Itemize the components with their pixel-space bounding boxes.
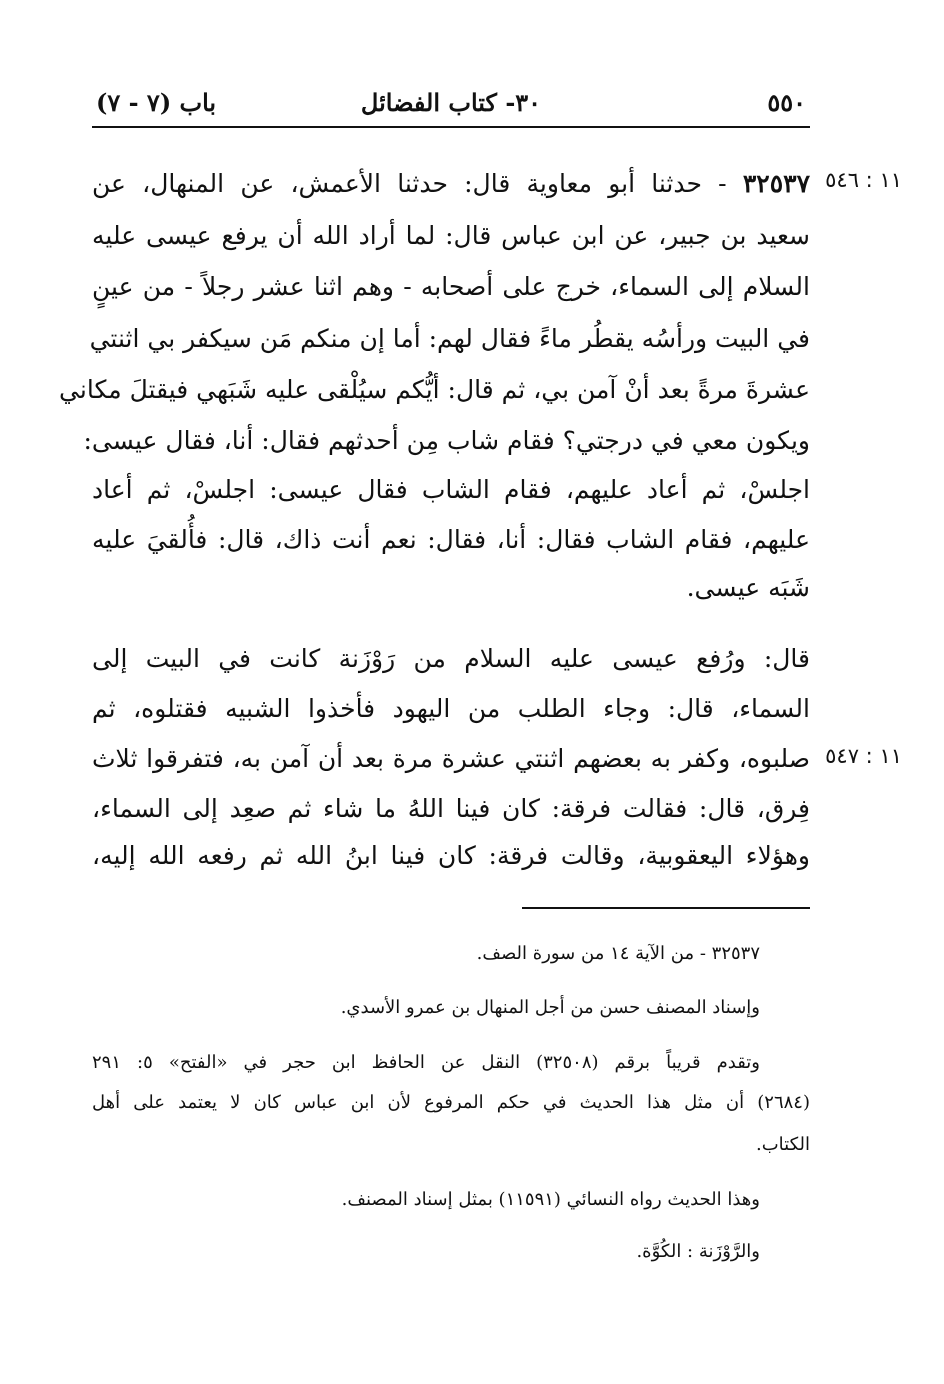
body-line: عشرةَ مرةً بعد أنْ آمن بي، ثم قال: أيُّكم سيُلْقى عليه شَبَهي فيقتلَ مكاني — [59, 375, 810, 404]
page-number: ٥٥٠ — [767, 88, 806, 117]
body-line: شَبَه عيسى. — [686, 573, 810, 602]
footnote-line: (٢٦٨٤) أن مثل هذا الحديث في حكم المرفوع لأن ابن عباس كان لا يعتمد على أهل — [92, 1092, 810, 1113]
hadith-number: ٣٢٥٣٧ — [742, 169, 810, 198]
footnote-line: وهذا الحديث رواه النسائي (١١٥٩١) بمثل إسناد المصنف. — [341, 1189, 760, 1210]
body-line: قال: ورُفع عيسى عليه السلام من رَوْزَنة كانت في البيت إلى — [92, 644, 810, 673]
footnote-line: ٣٢٥٣٧ - من الآية ١٤ من سورة الصف. — [476, 943, 760, 964]
footnote-separator — [522, 907, 810, 909]
body-line: وهؤلاء اليعقوبية، وقالت فرقة: كان فينا ابنُ الله ثم رفعه الله إليه، — [92, 841, 810, 870]
page-header — [92, 86, 810, 128]
body-line: فِرق، قال: فقالت فرقة: كان فينا اللهُ ما شاء ثم صعِد إلى السماء، — [92, 794, 810, 823]
footnote-line: والرَّوْزَنة : الكُوَّة. — [636, 1241, 760, 1262]
chapter-label: باب (٧ - ٧) — [96, 88, 217, 117]
body-line: السلام إلى السماء، خرج على أصحابه - وهم اثنا عشر رجلاً - من عينٍ — [92, 272, 810, 301]
body-line: صلبوه، وكفر به بعضهم اثنتي عشرة مرة بعد أن آمن به، فتفرقوا ثلاث — [92, 744, 810, 773]
body-line: سعيد بن جبير، عن ابن عباس قال: لما أراد الله أن يرفع عيسى عليه — [92, 221, 810, 250]
footnote-line: الكتاب. — [755, 1134, 810, 1155]
body-line: اجلسْ، ثم أعاد عليهم، فقام الشاب فقال عيسى: اجلسْ، ثم أعاد — [92, 475, 810, 504]
body-line: السماء، قال: وجاء الطلب من اليهود فأخذوا الشبيه فقتلوه، ثم — [92, 694, 810, 723]
margin-volume-reference: ١١ : ٥٤٧ — [825, 744, 902, 768]
body-line: ويكون معي في درجتي؟ فقام شاب مِن أحدثهم فقال: أنا، فقال عيسى: — [83, 426, 810, 455]
body-line — [92, 164, 810, 206]
footnote-line: وتقدم قريباً برقم (٣٢٥٠٨) النقل عن الحافظ ابن حجر في «الفتح» ٥: ٢٩١ — [92, 1052, 760, 1073]
book-title: ٣٠- كتاب الفضائل — [360, 88, 542, 117]
footnote-line: وإسناد المصنف حسن من أجل المنهال بن عمرو الأسدي. — [340, 997, 760, 1018]
body-line: عليهم، فقام الشاب فقال: أنا، فقال: نعم أنت ذاك، قال: فأُلقيَ عليه — [92, 525, 810, 554]
body-line-text: - حدثنا أبو معاوية قال: حدثنا الأعمش، عن المنهال، عن — [92, 169, 743, 198]
body-line: في البيت ورأسُه يقطُر ماءً فقال لهم: أما إن منكم مَن سيكفر بي اثنتي — [89, 324, 810, 353]
margin-volume-reference: ١١ : ٥٤٦ — [825, 168, 902, 192]
